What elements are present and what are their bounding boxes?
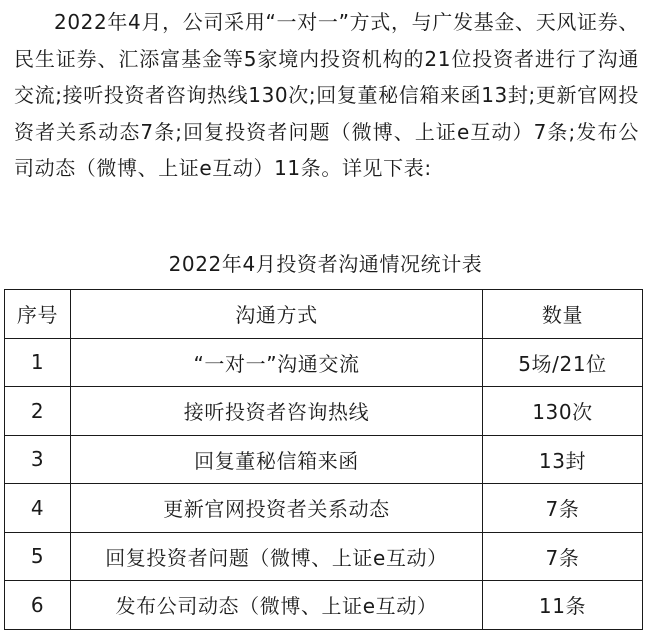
cell-quantity: 7条 (483, 484, 643, 533)
investor-communication-table (4, 289, 643, 630)
cell-index: 2 (5, 387, 71, 436)
cell-method: 接听投资者咨询热线 (71, 387, 483, 436)
header-index: 序号 (5, 290, 71, 339)
cell-quantity: 5场/21位 (483, 338, 643, 387)
cell-index: 6 (5, 581, 71, 630)
cell-index: 1 (5, 338, 71, 387)
cell-method: 更新官网投资者关系动态 (71, 484, 483, 533)
table-row (5, 532, 643, 581)
table-row (5, 581, 643, 630)
cell-index: 4 (5, 484, 71, 533)
header-quantity: 数量 (483, 290, 643, 339)
cell-quantity: 7条 (483, 532, 643, 581)
table-header-row (5, 290, 643, 339)
header-method: 沟通方式 (71, 290, 483, 339)
table-row (5, 387, 643, 436)
cell-index: 3 (5, 435, 71, 484)
table-title: 2022年4月投资者沟通情况统计表 (168, 252, 483, 276)
intro-paragraph: 2022年4月，公司采用“一对一”方式，与广发基金、天风证券、民生证券、汇添富基金等5家境内投资机构的21位投资者进行了沟通交流;接听投资者咨询热线130次;回复董秘信箱来函13封;更新官网投资者关系动态7条;回复投资者问题（微博、上证e互动）7条;发布公司动态（微博、上证e互动）11条。详见下表: (14, 10, 639, 180)
cell-method: “一对一”沟通交流 (71, 338, 483, 387)
cell-method: 发布公司动态（微博、上证e互动） (71, 581, 483, 630)
cell-method: 回复董秘信箱来函 (71, 435, 483, 484)
table-row (5, 484, 643, 533)
cell-quantity: 11条 (483, 581, 643, 630)
cell-method: 回复投资者问题（微博、上证e互动） (71, 532, 483, 581)
cell-quantity: 13封 (483, 435, 643, 484)
cell-index: 5 (5, 532, 71, 581)
table-row (5, 435, 643, 484)
cell-quantity: 130次 (483, 387, 643, 436)
table-row (5, 338, 643, 387)
